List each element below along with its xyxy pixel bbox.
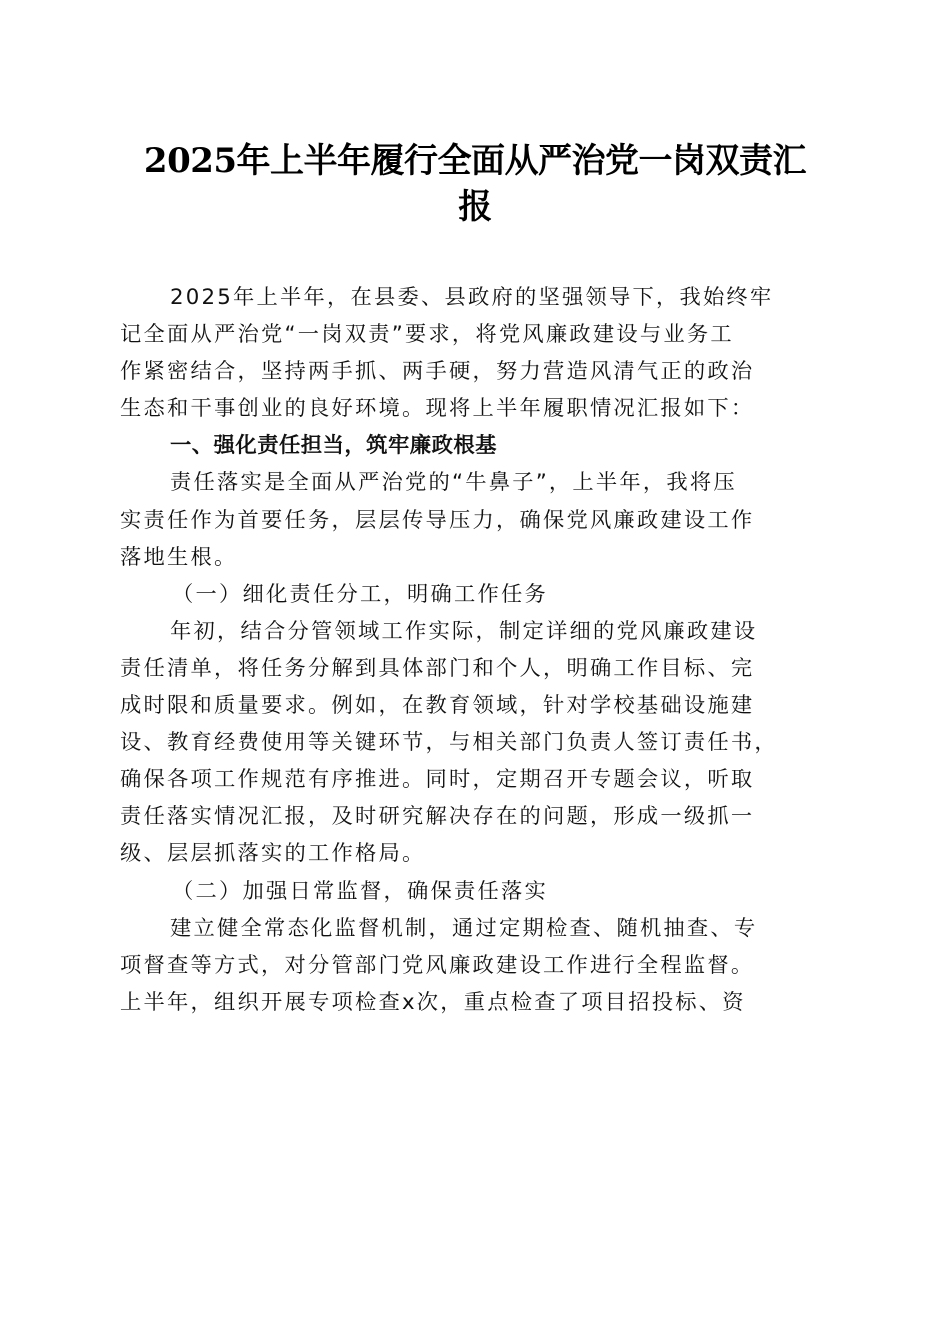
subsection1-line-2: 责任清单，将任务分解到具体部门和个人，明确工作目标、完 — [120, 655, 755, 681]
title-line-1: 2025年上半年履行全面从严治党一岗双责汇 — [143, 141, 807, 181]
subsection1-line-5: 确保各项工作规范有序推进。同时，定期召开专题会议，听取 — [120, 767, 755, 793]
subsection2-line-2: 项督查等方式，对分管部门党风廉政建设工作进行全程监督。 — [120, 952, 755, 978]
subsection2-line-1: 建立健全常态化监督机制，通过定期检查、随机抽查、专 — [170, 915, 758, 941]
intro-line-2: 记全面从严治党“一岗双责”要求，将党风廉政建设与业务工 — [120, 322, 734, 348]
subsection1-line-7: 级、层层抓落实的工作格局。 — [120, 841, 426, 867]
subsection1-line-6: 责任落实情况汇报，及时研究解决存在的问题，形成一级抓一 — [120, 804, 755, 830]
section1-line-1: 责任落实是全面从严治党的“牛鼻子”，上半年，我将压 — [170, 470, 737, 496]
subsection1-line-3: 成时限和质量要求。例如，在教育领域，针对学校基础设施建 — [120, 693, 755, 719]
subsection1-line-4: 设、教育经费使用等关键环节，与相关部门负责人签订责任书， — [120, 730, 778, 756]
title-line-2: 报 — [458, 187, 492, 227]
intro-line-3: 作紧密结合，坚持两手抓、两手硬，努力营造风清气正的政治 — [120, 359, 755, 385]
intro-line-1: 2025年上半年，在县委、县政府的坚强领导下，我始终牢 — [170, 285, 774, 310]
subsection1-line-1: 年初，结合分管领域工作实际，制定详细的党风廉政建设 — [170, 618, 758, 644]
document-body — [120, 279, 832, 1021]
intro-line-4: 生态和干事创业的良好环境。现将上半年履职情况汇报如下： — [120, 396, 755, 422]
subsection2-line-3: 上半年，组织开展专项检查x次，重点检查了项目招投标、资 — [120, 989, 746, 1015]
section1-line-2: 实责任作为首要任务，层层传导压力，确保党风廉政建设工作 — [120, 507, 755, 533]
subsection-heading-1: （一）细化责任分工，明确工作任务 — [172, 581, 548, 607]
section1-line-3: 落地生根。 — [120, 544, 238, 570]
document-title — [100, 138, 850, 230]
section-heading-1: 一、强化责任担当，筑牢廉政根基 — [170, 433, 497, 459]
subsection-heading-2: （二）加强日常监督，确保责任落实 — [172, 878, 548, 904]
